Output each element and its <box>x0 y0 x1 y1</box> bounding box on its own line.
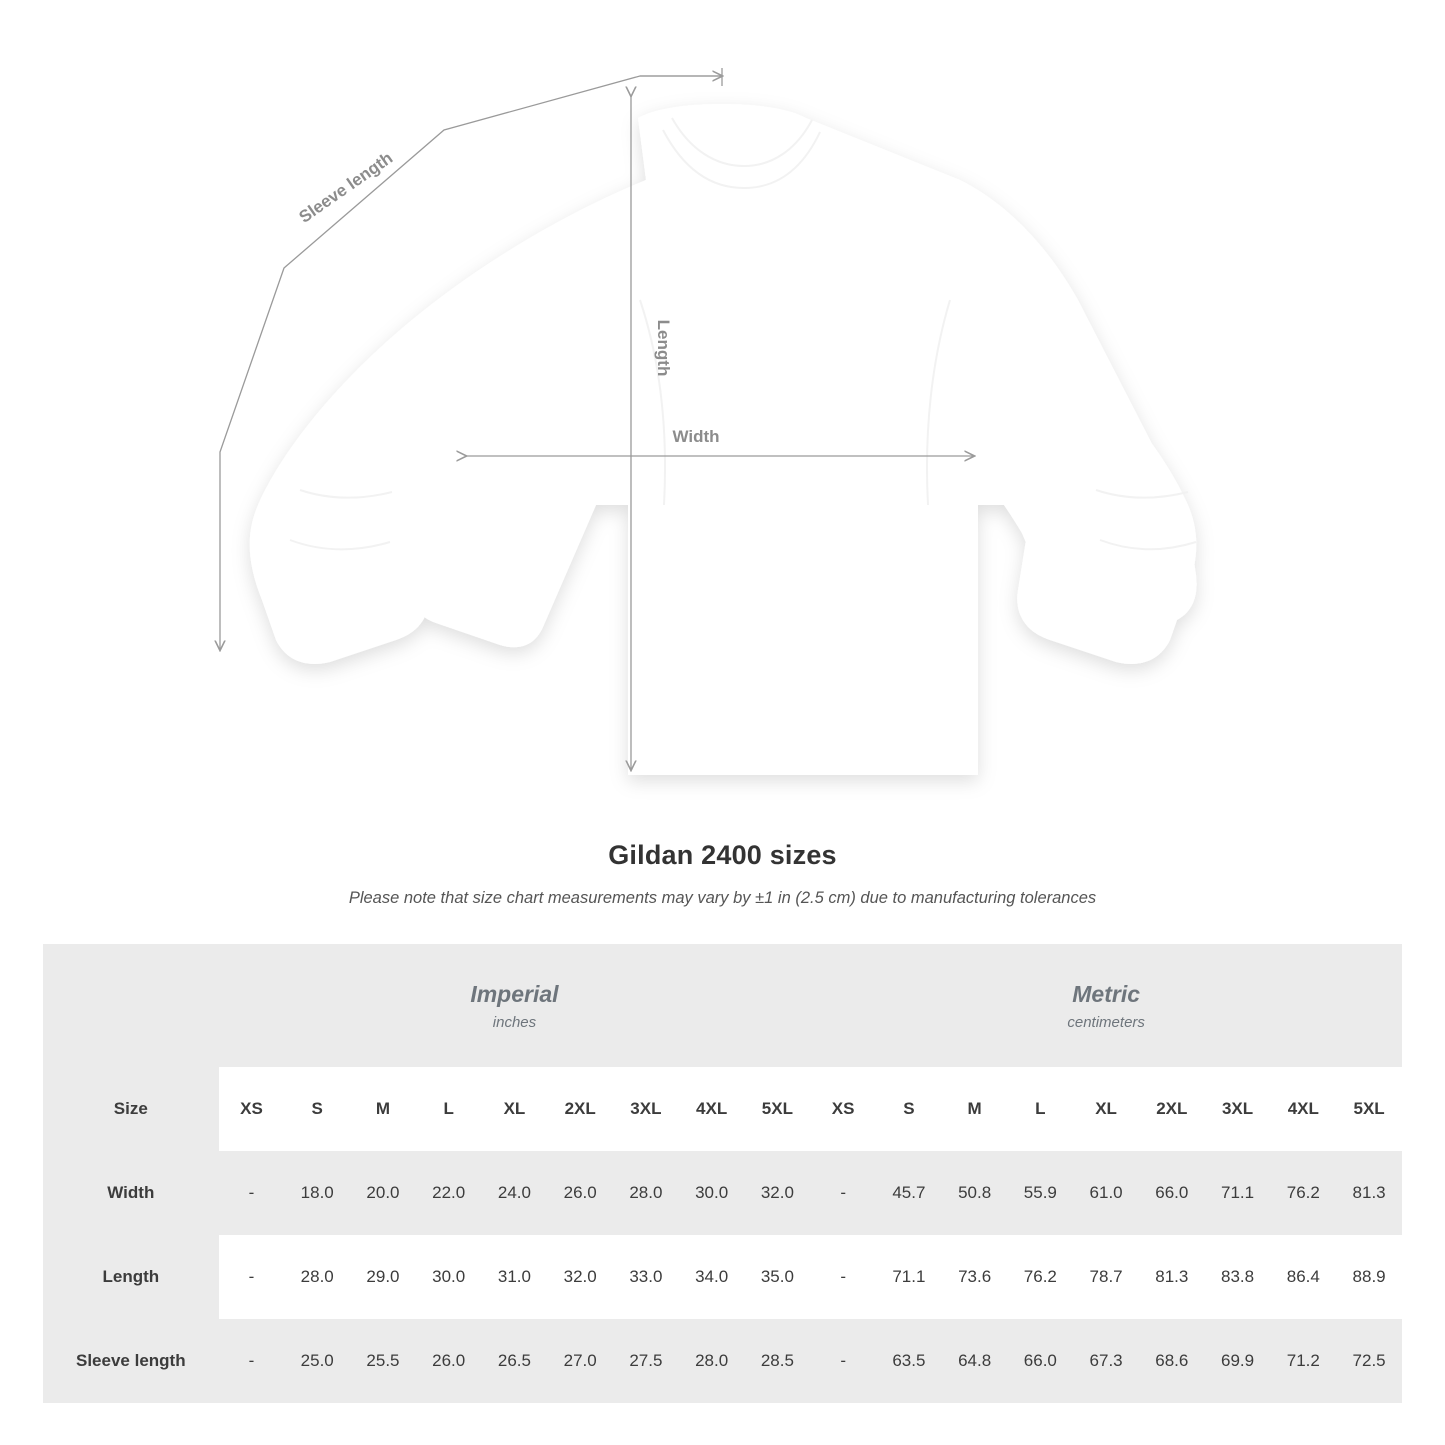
cell-width-metric-3xl: 71.1 <box>1205 1151 1271 1235</box>
title-block <box>0 840 1445 908</box>
column-header-s-metric: S <box>876 1067 942 1151</box>
unit-subtitle: centimeters <box>1067 1014 1145 1032</box>
cell-width-metric-4xl: 76.2 <box>1270 1151 1336 1235</box>
cell-sleeve-length-metric-2xl: 68.6 <box>1139 1319 1205 1403</box>
cell-length-imperial-2xl: 32.0 <box>547 1235 613 1319</box>
column-header-2xl-imperial: 2XL <box>547 1067 613 1151</box>
column-header-5xl-metric: 5XL <box>1336 1067 1402 1151</box>
cell-sleeve-length-metric-5xl: 72.5 <box>1336 1319 1402 1403</box>
cell-sleeve-length-imperial-xs: - <box>219 1319 285 1403</box>
cell-length-metric-m: 73.6 <box>942 1235 1008 1319</box>
cell-length-metric-2xl: 81.3 <box>1139 1235 1205 1319</box>
cell-length-metric-xl: 78.7 <box>1073 1235 1139 1319</box>
cell-width-metric-m: 50.8 <box>942 1151 1008 1235</box>
column-header-s-imperial: S <box>284 1067 350 1151</box>
column-header-xs-imperial: XS <box>219 1067 285 1151</box>
cell-width-metric-5xl: 81.3 <box>1336 1151 1402 1235</box>
cell-sleeve-length-imperial-m: 25.5 <box>350 1319 416 1403</box>
cell-sleeve-length-metric-s: 63.5 <box>876 1319 942 1403</box>
cell-sleeve-length-imperial-2xl: 27.0 <box>547 1319 613 1403</box>
cell-width-metric-l: 55.9 <box>1007 1151 1073 1235</box>
length-label: Length <box>654 319 673 377</box>
cell-length-imperial-xs: - <box>219 1235 285 1319</box>
column-header-2xl-metric: 2XL <box>1139 1067 1205 1151</box>
unit-header-spacer <box>43 944 219 1067</box>
page-title: Gildan 2400 sizes <box>608 840 837 870</box>
cell-sleeve-length-metric-xs: - <box>810 1319 876 1403</box>
cell-width-imperial-5xl: 32.0 <box>745 1151 811 1235</box>
column-header-3xl-imperial: 3XL <box>613 1067 679 1151</box>
shirt-shape <box>250 104 1197 775</box>
cell-length-metric-xs: - <box>810 1235 876 1319</box>
cell-sleeve-length-metric-3xl: 69.9 <box>1205 1319 1271 1403</box>
size-chart-table <box>43 944 1402 1403</box>
cell-length-imperial-xl: 31.0 <box>482 1235 548 1319</box>
unit-subtitle: inches <box>492 1014 537 1032</box>
column-header-l-imperial: L <box>416 1067 482 1151</box>
unit-name: Metric <box>1072 980 1141 1007</box>
size-chart-table-wrap <box>43 944 1402 1403</box>
cell-sleeve-length-metric-4xl: 71.2 <box>1270 1319 1336 1403</box>
row-label-length: Length <box>43 1235 219 1319</box>
cell-length-imperial-l: 30.0 <box>416 1235 482 1319</box>
column-header-4xl-metric: 4XL <box>1270 1067 1336 1151</box>
unit-header-imperial <box>219 944 811 1067</box>
cell-sleeve-length-metric-m: 64.8 <box>942 1319 1008 1403</box>
unit-header-metric <box>810 944 1402 1067</box>
column-header-m-imperial: M <box>350 1067 416 1151</box>
cell-sleeve-length-imperial-l: 26.0 <box>416 1319 482 1403</box>
cell-width-imperial-3xl: 28.0 <box>613 1151 679 1235</box>
cell-width-metric-xs: - <box>810 1151 876 1235</box>
column-header-xl-imperial: XL <box>482 1067 548 1151</box>
unit-header-row <box>43 944 1402 1067</box>
cell-width-imperial-xl: 24.0 <box>482 1151 548 1235</box>
cell-length-metric-4xl: 86.4 <box>1270 1235 1336 1319</box>
cell-sleeve-length-metric-xl: 67.3 <box>1073 1319 1139 1403</box>
cell-width-imperial-2xl: 26.0 <box>547 1151 613 1235</box>
cell-sleeve-length-imperial-5xl: 28.5 <box>745 1319 811 1403</box>
cell-width-metric-s: 45.7 <box>876 1151 942 1235</box>
cell-width-metric-2xl: 66.0 <box>1139 1151 1205 1235</box>
cell-length-imperial-3xl: 33.0 <box>613 1235 679 1319</box>
cell-length-metric-l: 76.2 <box>1007 1235 1073 1319</box>
cell-length-imperial-5xl: 35.0 <box>745 1235 811 1319</box>
column-header-l-metric: L <box>1007 1067 1073 1151</box>
tolerance-note: Please note that size chart measurements may vary by ±1 in (2.5 cm) due to manufacturing tolerances <box>348 889 1097 907</box>
cell-length-metric-s: 71.1 <box>876 1235 942 1319</box>
cell-length-metric-3xl: 83.8 <box>1205 1235 1271 1319</box>
cell-sleeve-length-imperial-s: 25.0 <box>284 1319 350 1403</box>
cell-width-imperial-s: 18.0 <box>284 1151 350 1235</box>
cell-width-imperial-xs: - <box>219 1151 285 1235</box>
column-header-3xl-metric: 3XL <box>1205 1067 1271 1151</box>
unit-name: Imperial <box>470 980 559 1007</box>
cell-width-imperial-m: 20.0 <box>350 1151 416 1235</box>
row-label-width: Width <box>43 1151 219 1235</box>
cell-length-imperial-4xl: 34.0 <box>679 1235 745 1319</box>
size-header-row <box>43 1067 1402 1151</box>
cell-length-metric-5xl: 88.9 <box>1336 1235 1402 1319</box>
row-label-sleeve-length: Sleeve length <box>43 1319 219 1403</box>
cell-sleeve-length-metric-l: 66.0 <box>1007 1319 1073 1403</box>
table-row <box>43 1151 1402 1235</box>
table-row <box>43 1319 1402 1403</box>
column-header-xs-metric: XS <box>810 1067 876 1151</box>
width-label: Width <box>672 427 720 446</box>
cell-width-imperial-l: 22.0 <box>416 1151 482 1235</box>
cell-sleeve-length-imperial-4xl: 28.0 <box>679 1319 745 1403</box>
column-header-size: Size <box>43 1067 219 1151</box>
cell-width-imperial-4xl: 30.0 <box>679 1151 745 1235</box>
sleeve-length-label: Sleeve length <box>295 148 397 227</box>
cell-sleeve-length-imperial-xl: 26.5 <box>482 1319 548 1403</box>
cell-length-imperial-s: 28.0 <box>284 1235 350 1319</box>
column-header-5xl-imperial: 5XL <box>745 1067 811 1151</box>
column-header-4xl-imperial: 4XL <box>679 1067 745 1151</box>
column-header-xl-metric: XL <box>1073 1067 1139 1151</box>
cell-length-imperial-m: 29.0 <box>350 1235 416 1319</box>
cell-width-metric-xl: 61.0 <box>1073 1151 1139 1235</box>
table-row <box>43 1235 1402 1319</box>
column-header-m-metric: M <box>942 1067 1008 1151</box>
cell-sleeve-length-imperial-3xl: 27.5 <box>613 1319 679 1403</box>
